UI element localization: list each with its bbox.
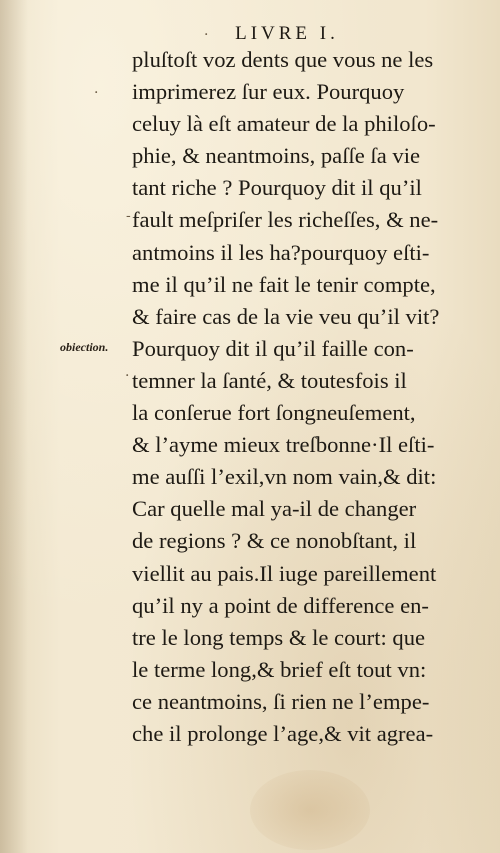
marginal-note: obiection. [60, 340, 109, 354]
running-head-title: LIVRE I. [235, 23, 339, 44]
ink-speck: · [94, 85, 99, 101]
paper-stain [250, 770, 370, 850]
ink-speck: · [125, 368, 130, 384]
text-line: le terme long,& brief eſt tout vn: [132, 656, 427, 682]
text-line: me auſſi l’exil,vn nom vain,& dit: [132, 464, 437, 490]
text-line: de regions ? & ce nonobſtant, il [132, 528, 417, 554]
text-line: qu’il ny a point de difference en- [132, 592, 429, 618]
running-head [0, 23, 500, 45]
text-line: ce neantmoins, ſi rien ne l’empe- [132, 688, 430, 714]
text-line: & l’ayme mieux treſbonne·Il eſti- [132, 432, 435, 458]
text-line: & faire cas de la vie veu qu’il vit? [132, 303, 440, 329]
gutter-shadow [0, 0, 28, 853]
ink-speck: · [204, 27, 209, 43]
text-line: fault meſpriſer les richeſſes, & ne- [132, 207, 439, 233]
text-line: antmoins il les ha?pourquoy eſti- [132, 239, 430, 265]
text-line: la conſerue fort ſongneuſement, [132, 400, 416, 426]
text-line: imprimerez ſur eux. Pourquoy [132, 79, 405, 105]
text-line: viellit au pais.Il iuge pareillement [132, 560, 437, 586]
text-line: tre le long temps & le court: que [132, 624, 426, 650]
text-line: phie, & neantmoins, paſſe ſa vie [132, 143, 420, 169]
text-line: che il prolonge l’age,& vit agrea- [132, 720, 434, 746]
text-line: pluſtoſt voz dents que vous ne les [132, 47, 434, 72]
body-text [132, 44, 477, 750]
text-line: temner la ſanté, & toutesfois il [132, 367, 407, 393]
text-line: tant riche ? Pourquoy dit il qu’il [132, 175, 422, 201]
ink-speck: - [126, 208, 131, 224]
text-line: me il qu’il ne fait le tenir compte, [132, 271, 436, 297]
text-line: Car quelle mal ya-il de changer [132, 496, 417, 522]
text-line: celuy là eſt amateur de la philoſo- [132, 111, 436, 137]
text-line: Pourquoy dit il qu’il faille con- [132, 335, 414, 361]
